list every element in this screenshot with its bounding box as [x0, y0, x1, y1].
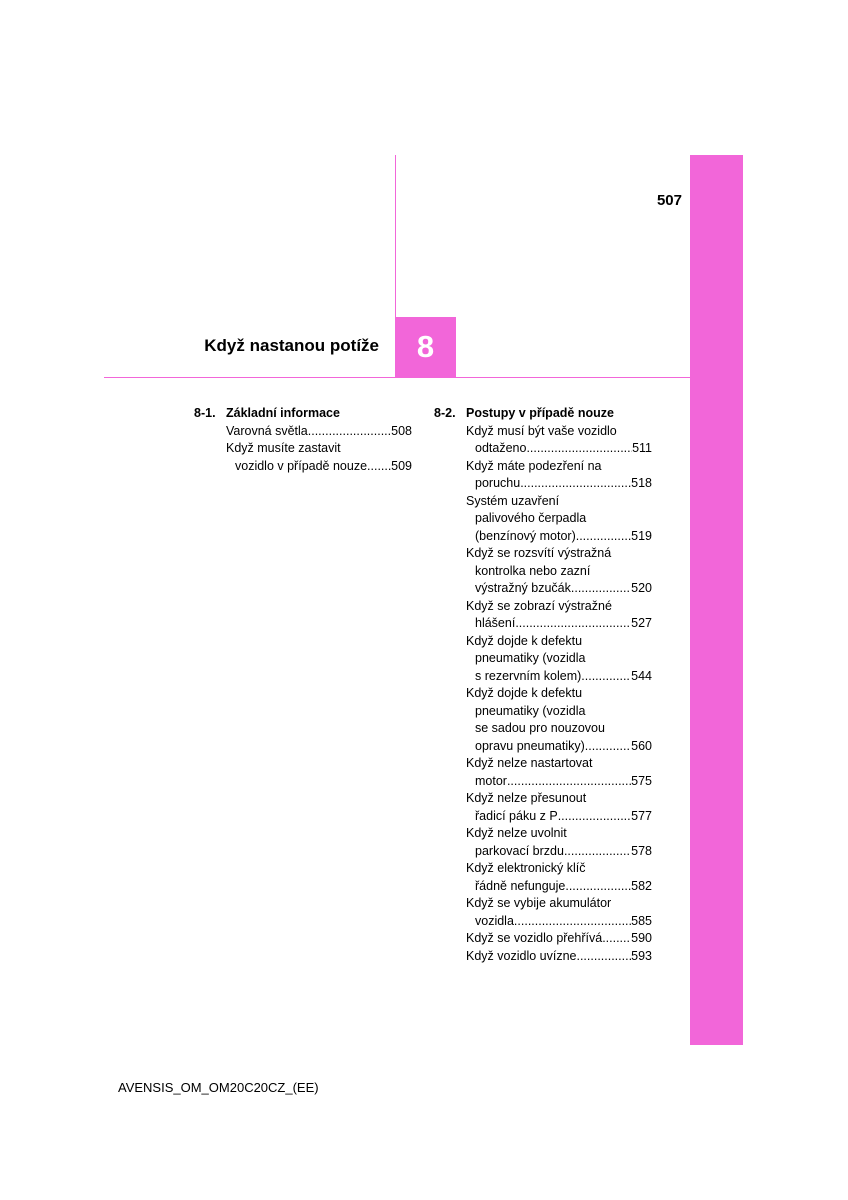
- toc-entry-leader-line: [466, 668, 652, 686]
- toc-entry-page-number: 518: [631, 476, 652, 490]
- toc-section-8-1: [194, 405, 412, 475]
- toc-entry-line: se sadou pro nouzovou: [475, 721, 605, 735]
- toc-entry-page-number: 509: [391, 458, 412, 473]
- toc-entry-leader-line: [466, 475, 652, 493]
- toc-entry-text: opravu pneumatiky): [475, 738, 585, 753]
- dot-leader: [576, 528, 631, 546]
- toc-entry-text: poruchu: [475, 476, 521, 490]
- toc-entry-text: řadicí páku z P: [475, 808, 558, 823]
- toc-entry-line: Když musí být vaše vozidlo: [466, 423, 617, 438]
- toc-entry-page-number: 585: [631, 913, 652, 928]
- entry-list: [434, 423, 652, 966]
- toc-entry-line: Když nelze uvolnit: [466, 826, 567, 840]
- toc-entry-line: palivového čerpadla: [475, 511, 587, 525]
- toc-entry-page-number: 508: [391, 423, 412, 438]
- toc-entry-line: Když elektronický klíč: [466, 861, 586, 875]
- toc-entry-text: (benzínový motor): [475, 528, 576, 543]
- toc-entry-leader-line: [226, 423, 412, 441]
- dot-leader: [367, 458, 391, 476]
- dot-leader: [571, 580, 631, 598]
- section-number: 8-1.: [194, 406, 216, 420]
- dot-leader: [520, 475, 631, 493]
- toc-entry-page-number: 511: [632, 441, 652, 455]
- toc-entry[interactable]: [466, 598, 652, 633]
- dot-leader: [514, 913, 631, 931]
- toc-entry[interactable]: [466, 860, 652, 895]
- dot-leader: [507, 773, 631, 791]
- toc-entry-text: Když se vozidlo přehřívá: [466, 931, 603, 945]
- toc-entry-leader-line: [466, 843, 652, 861]
- toc-entry[interactable]: [466, 895, 652, 930]
- toc-entry-leader-line: [466, 738, 652, 756]
- toc-entry-text: vozidlo v případě nouze: [235, 458, 368, 473]
- toc-entry-leader-line: [466, 913, 652, 931]
- toc-entry-line: Když dojde k defektu: [466, 686, 583, 700]
- toc-entry[interactable]: [466, 825, 652, 860]
- toc-entry[interactable]: [466, 790, 652, 825]
- toc-entry-line: Když musíte zastavit: [226, 441, 341, 455]
- toc-entry-page-number: 527: [631, 616, 652, 630]
- chapter-title: Když nastanou potíže: [204, 336, 379, 355]
- toc-entry-line: Když dojde k defektu: [466, 633, 583, 648]
- toc-entry-line: Když nelze nastartovat: [466, 756, 593, 770]
- toc-entry-text: motor: [475, 773, 507, 788]
- dot-leader: [565, 878, 631, 896]
- toc-entry-line: Když nelze přesunout: [466, 791, 587, 805]
- dot-leader: [558, 808, 631, 826]
- toc-entry[interactable]: [466, 423, 652, 458]
- toc-entry[interactable]: [466, 633, 652, 686]
- dot-leader: [564, 843, 631, 861]
- toc-entry-leader-line: [466, 580, 652, 598]
- toc-entry[interactable]: [466, 493, 652, 546]
- toc-entry-line: Systém uzavření: [466, 493, 560, 508]
- section-number: 8-2.: [434, 406, 456, 420]
- toc-entry[interactable]: [466, 755, 652, 790]
- toc-entry-line: Když máte podezření na: [466, 458, 602, 473]
- dot-leader: [515, 615, 631, 633]
- section-heading: [434, 405, 652, 423]
- horizontal-rule: [104, 377, 690, 378]
- toc-entry-line: pneumatiky (vozidla: [475, 651, 586, 665]
- toc-entry-leader-line: [466, 440, 652, 458]
- toc-entry-text: parkovací brzdu: [475, 843, 564, 858]
- chapter-number: 8: [416, 329, 435, 364]
- dot-leader: [585, 738, 631, 756]
- toc-entry-page-number: 520: [631, 581, 652, 595]
- toc-entry-page-number: 577: [631, 808, 652, 823]
- toc-entry[interactable]: [226, 440, 412, 475]
- chapter-side-tab: [690, 155, 743, 1045]
- dot-leader: [581, 668, 631, 686]
- toc-entry-leader-line: [466, 615, 652, 633]
- toc-entry-page-number: 560: [631, 738, 652, 753]
- page-number: 507: [656, 192, 682, 209]
- dot-leader: [602, 930, 631, 948]
- toc-entry-text: řádně nefunguje: [475, 878, 566, 893]
- section-title: Základní informace: [226, 406, 340, 420]
- toc-entry-leader-line: [466, 773, 652, 791]
- toc-entry-line: Když se vybije akumulátor: [466, 896, 612, 910]
- toc-entry-leader-line: [226, 458, 412, 476]
- toc-entry[interactable]: [466, 930, 652, 948]
- toc-entry[interactable]: [226, 423, 412, 441]
- toc-section-8-2: [434, 405, 652, 965]
- toc-entry-leader-line: [466, 878, 652, 896]
- toc-entry[interactable]: [466, 948, 652, 966]
- section-heading: [194, 405, 412, 423]
- toc-entry-leader-line: [466, 930, 652, 948]
- toc-entry-page-number: 578: [631, 843, 652, 858]
- dot-leader: [576, 948, 631, 966]
- toc-entry-text: Když vozidlo uvízne: [466, 948, 577, 963]
- toc-entry-text: odtaženo: [475, 441, 527, 455]
- toc-entry[interactable]: [466, 685, 652, 755]
- toc-entry-text: Varovná světla: [226, 423, 308, 438]
- dot-leader: [526, 440, 632, 458]
- toc-entry[interactable]: [466, 458, 652, 493]
- toc-entry-page-number: 519: [631, 528, 652, 543]
- toc-entry-page-number: 590: [631, 931, 652, 945]
- document-code-footer: AVENSIS_OM_OM20C20CZ_(EE): [118, 1080, 319, 1095]
- chapter-number-box: [395, 317, 456, 377]
- toc-entry-page-number: 593: [631, 948, 652, 963]
- toc-entry-text: s rezervním kolem): [475, 668, 582, 683]
- toc-entry[interactable]: [466, 545, 652, 598]
- toc-entry-line: Když se rozsvítí výstražná: [466, 546, 612, 560]
- section-title: Postupy v případě nouze: [466, 406, 614, 420]
- toc-entry-line: kontrolka nebo zazní: [475, 563, 591, 578]
- toc-entry-line: pneumatiky (vozidla: [475, 703, 586, 718]
- toc-entry-leader-line: [466, 528, 652, 546]
- toc-entry-text: vozidla: [475, 913, 514, 928]
- toc-entry-text: výstražný bzučák: [475, 581, 571, 595]
- toc-entry-text: hlášení: [475, 616, 516, 630]
- toc-entry-leader-line: [466, 948, 652, 966]
- toc-entry-line: Když se zobrazí výstražné: [466, 598, 612, 613]
- dot-leader: [308, 423, 391, 441]
- toc-entry-page-number: 582: [631, 878, 652, 893]
- vertical-rule: [395, 155, 396, 317]
- toc-entry-page-number: 544: [631, 668, 652, 683]
- toc-entry-leader-line: [466, 808, 652, 826]
- toc-entry-page-number: 575: [631, 773, 652, 788]
- entry-list: [194, 423, 412, 476]
